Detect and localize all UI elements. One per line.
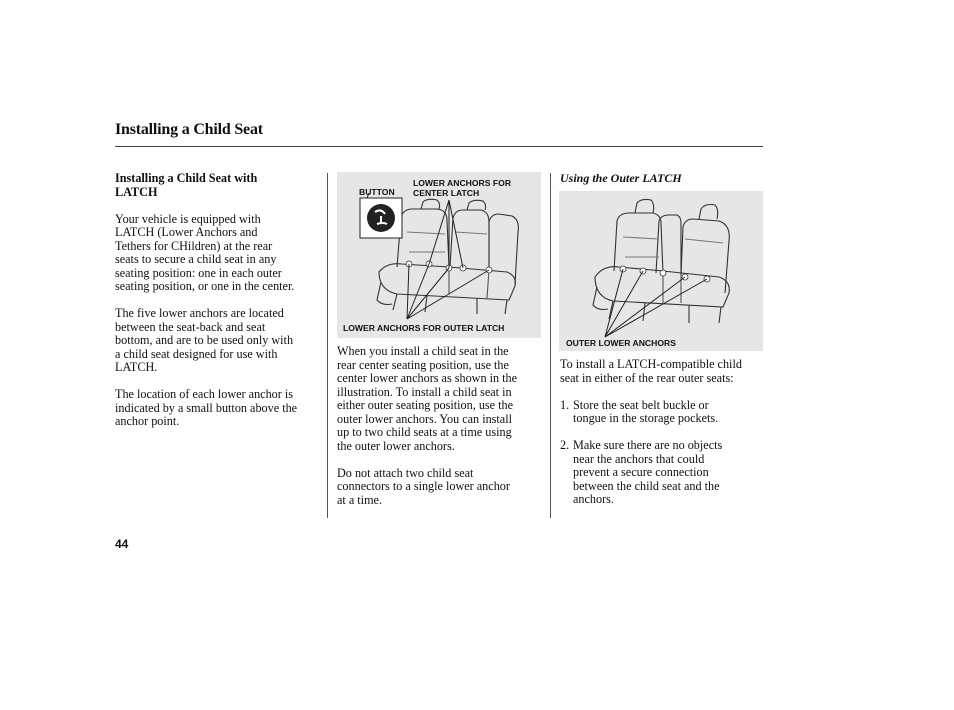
step-number: 2. bbox=[560, 438, 570, 452]
caption-outer-anchors: LOWER ANCHORS FOR OUTER LATCH bbox=[343, 323, 505, 333]
right-column bbox=[560, 358, 765, 520]
caption-button: BUTTON bbox=[359, 187, 395, 197]
install-steps-list bbox=[560, 399, 765, 507]
center-latch-illustration bbox=[337, 172, 541, 338]
title-divider bbox=[115, 146, 763, 147]
page-title: Installing a Child Seat bbox=[115, 121, 263, 138]
paragraph-center-install: When you install a child seat in the rear center seating position, use the center lower anchors as shown in the illustration. To install a child seat in either outer seating position, use the outer lower anchors. You can install up to two child seats at a time using the outer lower anchors. bbox=[337, 344, 518, 453]
paragraph-anchors-location: The five lower anchors are located between the seat-back and seat bottom, and are to be used only with a child seat designed for use with LATCH. bbox=[115, 306, 294, 374]
middle-column bbox=[337, 345, 547, 521]
paragraph-single-anchor-warning: Do not attach two child seat connectors to a single lower anchor at a time. bbox=[337, 465, 510, 507]
outer-latch-heading: Using the Outer LATCH bbox=[560, 171, 682, 185]
list-item bbox=[560, 399, 765, 426]
column-divider-1 bbox=[327, 173, 328, 518]
step-number: 1. bbox=[560, 397, 570, 412]
paragraph-latch-intro: Your vehicle is equipped with LATCH (Lower Anchors and Tethers for CHildren) at the rear seats to secure a child seat in any seating position: one in each outer seating position, or one in the center. bbox=[115, 211, 295, 293]
step-text: Store the seat belt buckle or tongue in the storage pockets. bbox=[573, 397, 719, 425]
list-item bbox=[560, 439, 765, 507]
step-text: Make sure there are no objects near the anchors that could prevent a secure connection between the child seat and the anchors. bbox=[573, 438, 723, 506]
rear-seat-outer-drawing bbox=[559, 191, 763, 351]
paragraph-outer-intro: To install a LATCH-compatible child seat in either of the rear outer seats: bbox=[560, 357, 742, 385]
page-number: 44 bbox=[115, 537, 129, 551]
paragraph-anchor-button: The location of each lower anchor is indicated by a small button above the anchor point. bbox=[115, 387, 298, 428]
caption-outer-lower-anchors: OUTER LOWER ANCHORS bbox=[566, 338, 676, 348]
caption-center-anchors: LOWER ANCHORS FOR CENTER LATCH bbox=[413, 178, 512, 198]
left-column bbox=[115, 172, 325, 442]
section-subheading: Installing a Child Seat with LATCH bbox=[115, 171, 258, 199]
outer-latch-illustration bbox=[559, 191, 763, 351]
column-divider-2 bbox=[550, 173, 551, 518]
